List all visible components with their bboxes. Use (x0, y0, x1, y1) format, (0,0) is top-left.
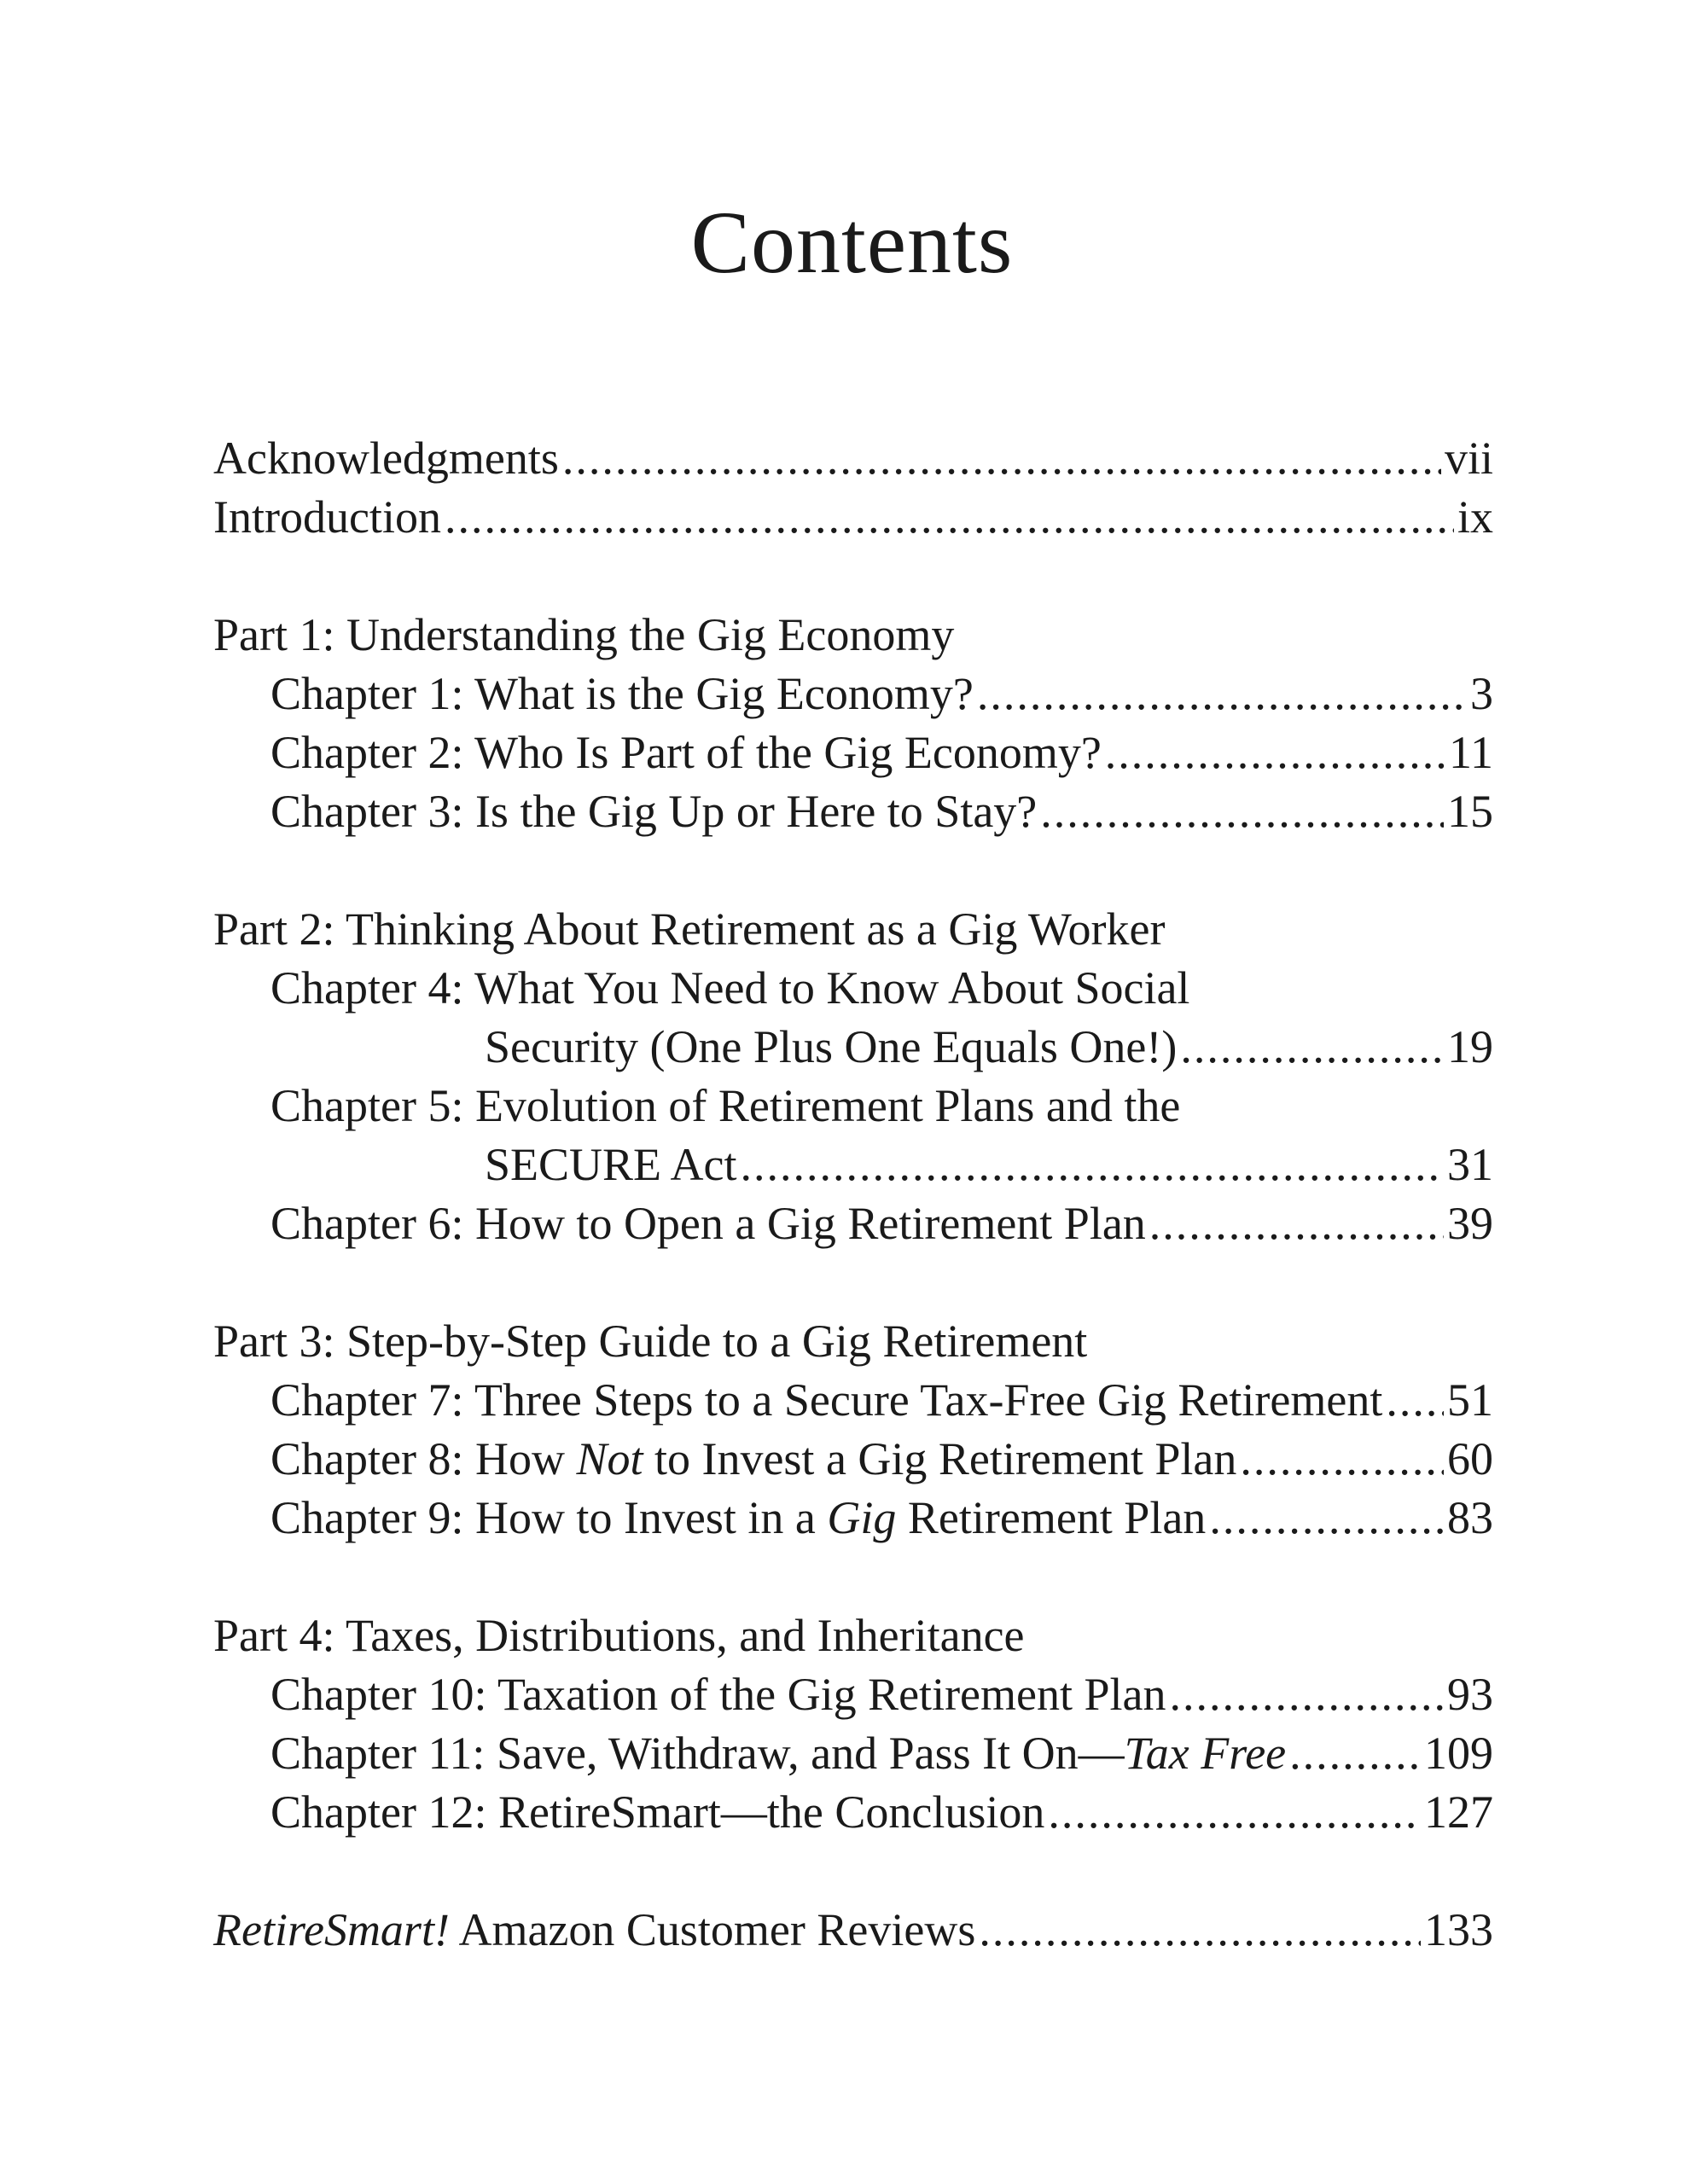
toc-entry-label (270, 1430, 1236, 1489)
toc-entry-chapter-2 (213, 723, 1493, 782)
toc-entry-label: Acknowledgments (213, 433, 559, 484)
toc-page-number: ix (1457, 491, 1493, 543)
dot-leader (977, 665, 1467, 723)
section-gap (213, 547, 1493, 606)
toc-page-number: 93 (1447, 1669, 1493, 1720)
toc-part-label: Part 3: Step-by-Step Guide to a Gig Retirement (213, 1316, 1088, 1367)
dot-leader (445, 488, 1454, 547)
toc-entry-label: Chapter 7: Three Steps to a Secure Tax-Free Gig Retirement (270, 1374, 1383, 1426)
label-text: Chapter 11: Save, Withdraw, and Pass It On— (270, 1728, 1125, 1779)
dot-leader (1048, 1783, 1421, 1842)
toc-page-number: 83 (1447, 1492, 1493, 1543)
page-title: Contents (690, 194, 1014, 292)
toc-page-number: 15 (1447, 786, 1493, 837)
toc-entry-label: SECURE Act (485, 1139, 737, 1190)
label-text: Chapter 9: How to Invest in a (270, 1492, 828, 1543)
toc-page-number: vii (1444, 433, 1493, 484)
toc-entry-acknowledgments (213, 429, 1493, 488)
toc-entry-label: Chapter 2: Who Is Part of the Gig Economy? (270, 727, 1102, 778)
toc-entry-reviews (213, 1901, 1493, 1960)
section-gap (213, 841, 1493, 900)
dot-leader (1180, 1018, 1444, 1077)
toc-page-number: 31 (1447, 1139, 1493, 1190)
toc-page-number: 127 (1424, 1786, 1493, 1838)
dot-leader (1289, 1724, 1421, 1783)
dot-leader (979, 1901, 1421, 1960)
toc-page-number: 11 (1449, 727, 1493, 778)
toc-part-label: Part 4: Taxes, Distributions, and Inheritance (213, 1610, 1025, 1661)
dot-leader (1209, 1489, 1444, 1548)
label-text: Amazon Customer Reviews (449, 1904, 976, 1955)
toc-entry-label: Chapter 12: RetireSmart—the Conclusion (270, 1786, 1045, 1838)
toc-entry-chapter-5-line-1 (213, 1077, 1493, 1136)
dot-leader (1240, 1430, 1444, 1489)
table-of-contents (213, 429, 1493, 1960)
label-emphasis: Not (576, 1433, 643, 1484)
toc-page-number: 51 (1447, 1374, 1493, 1426)
dot-leader (1170, 1665, 1445, 1724)
toc-entry-chapter-9 (213, 1489, 1493, 1548)
toc-entry-label: Security (One Plus One Equals One!) (485, 1021, 1178, 1072)
label-text: Chapter 8: How (270, 1433, 577, 1484)
toc-entry-label: Chapter 5: Evolution of Retirement Plans and the (270, 1080, 1181, 1131)
toc-entry-chapter-4-line-2 (213, 1018, 1493, 1077)
toc-entry-label: Chapter 4: What You Need to Know About Social (270, 962, 1190, 1014)
toc-page-number: 109 (1424, 1728, 1493, 1779)
toc-entry-chapter-7 (213, 1371, 1493, 1430)
toc-entry-label (213, 1901, 975, 1960)
toc-entry-label (270, 1489, 1206, 1548)
label-emphasis: Gig (827, 1492, 897, 1543)
toc-part-2 (213, 900, 1493, 959)
toc-entry-label: Chapter 10: Taxation of the Gig Retirement Plan (270, 1669, 1166, 1720)
section-gap (213, 1548, 1493, 1606)
label-emphasis: Tax Free (1124, 1728, 1287, 1779)
toc-entry-introduction (213, 488, 1493, 547)
toc-entry-label (270, 1724, 1286, 1783)
dot-leader (562, 429, 1441, 488)
dot-leader (1149, 1194, 1444, 1253)
dot-leader (1386, 1371, 1444, 1430)
toc-page-number: 133 (1424, 1904, 1493, 1955)
toc-entry-chapter-3 (213, 782, 1493, 841)
toc-part-1 (213, 606, 1493, 665)
toc-entry-chapter-6 (213, 1194, 1493, 1253)
toc-part-4 (213, 1606, 1493, 1665)
dot-leader (1040, 782, 1444, 841)
section-gap (213, 1253, 1493, 1312)
toc-entry-chapter-8 (213, 1430, 1493, 1489)
toc-part-label: Part 1: Understanding the Gig Economy (213, 609, 955, 660)
toc-entry-label: Chapter 6: How to Open a Gig Retirement Plan (270, 1198, 1146, 1249)
toc-entry-chapter-10 (213, 1665, 1493, 1724)
toc-entry-chapter-4-line-1 (213, 959, 1493, 1018)
toc-page-number: 3 (1470, 668, 1493, 719)
toc-page-number: 39 (1447, 1198, 1493, 1249)
toc-entry-chapter-11 (213, 1724, 1493, 1783)
label-text: to Invest a Gig Retirement Plan (643, 1433, 1237, 1484)
toc-entry-label: Chapter 1: What is the Gig Economy? (270, 668, 974, 719)
toc-entry-chapter-12 (213, 1783, 1493, 1842)
toc-entry-chapter-1 (213, 665, 1493, 723)
dot-leader (741, 1136, 1444, 1194)
toc-entry-chapter-5-line-2 (213, 1136, 1493, 1194)
toc-page-number: 60 (1447, 1433, 1493, 1484)
toc-entry-label: Introduction (213, 491, 441, 543)
toc-part-label: Part 2: Thinking About Retirement as a Gig Worker (213, 903, 1166, 955)
toc-part-3 (213, 1312, 1493, 1371)
toc-entry-label: Chapter 3: Is the Gig Up or Here to Stay? (270, 786, 1038, 837)
toc-page-number: 19 (1447, 1021, 1493, 1072)
dot-leader (1105, 723, 1445, 782)
label-text: Retirement Plan (896, 1492, 1207, 1543)
section-gap (213, 1842, 1493, 1901)
label-emphasis: RetireSmart! (213, 1904, 450, 1955)
